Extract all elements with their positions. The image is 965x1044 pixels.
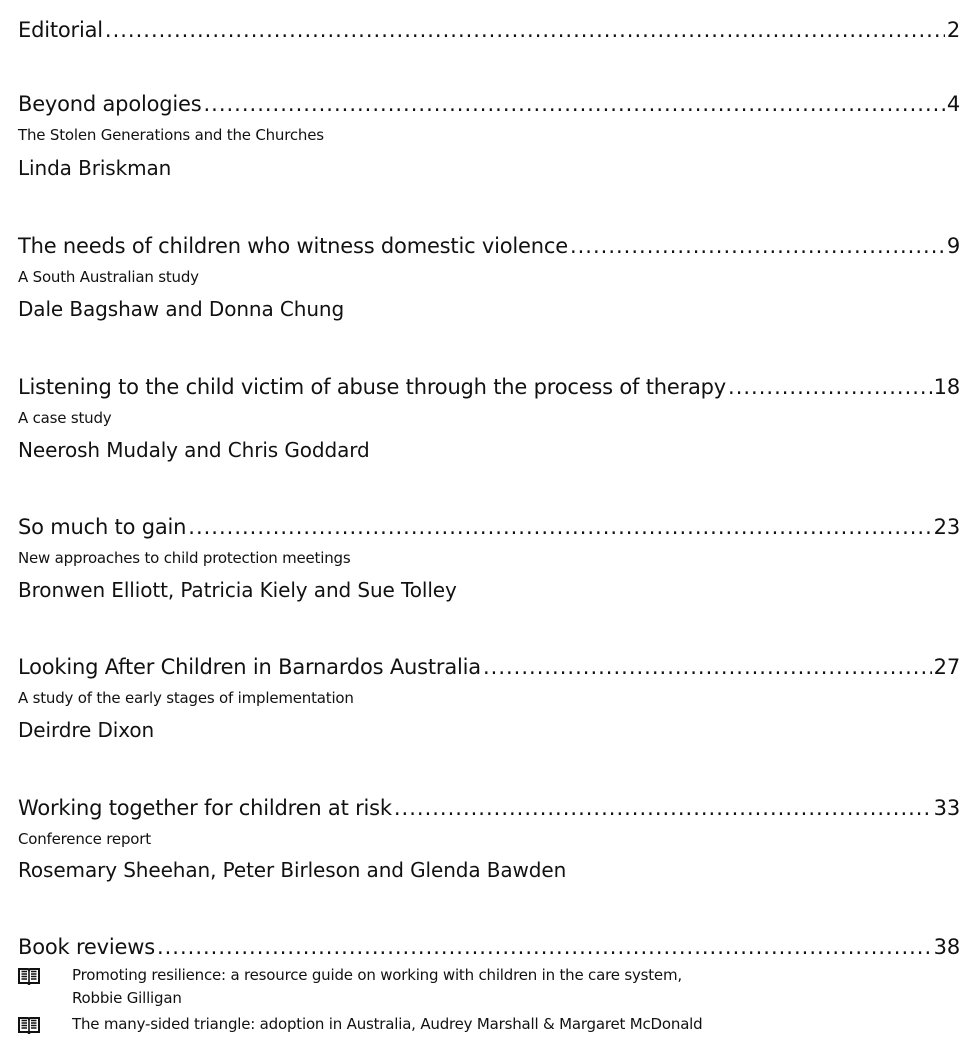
review-text-line: Robbie Gilligan <box>72 989 182 1007</box>
dot-leader <box>203 92 944 116</box>
dot-leader <box>157 935 932 959</box>
entry-title: Looking After Children in Barnardos Australia <box>18 655 481 679</box>
toc-entry-looking-after-children[interactable] <box>18 655 960 679</box>
entry-title: Book reviews <box>18 935 155 959</box>
page-number: 38 <box>933 935 960 959</box>
entry-title: Listening to the child victim of abuse through the process of therapy <box>18 375 727 399</box>
entry-author: Dale Bagshaw and Donna Chung <box>18 297 345 321</box>
entry-subtitle: A case study <box>18 409 112 427</box>
dot-leader <box>570 234 945 258</box>
toc-entry-domestic-violence[interactable] <box>18 234 960 258</box>
toc-entry-editorial[interactable] <box>18 18 960 42</box>
dot-leader <box>728 375 932 399</box>
open-book-icon <box>18 967 40 985</box>
entry-author: Deirdre Dixon <box>18 718 155 742</box>
entry-author: Neerosh Mudaly and Chris Goddard <box>18 438 370 462</box>
open-book-icon <box>18 1016 40 1034</box>
entry-title: So much to gain <box>18 515 187 539</box>
page-number: 33 <box>933 796 960 820</box>
dot-leader <box>188 515 931 539</box>
page-number: 2 <box>946 18 960 42</box>
entry-subtitle: A South Australian study <box>18 268 199 286</box>
book-review-item[interactable] <box>18 964 948 1010</box>
toc-entry-book-reviews[interactable] <box>18 935 960 959</box>
book-review-text <box>72 964 682 1010</box>
page-number: 18 <box>933 375 960 399</box>
entry-subtitle: Conference report <box>18 830 151 848</box>
entry-subtitle: The Stolen Generations and the Churches <box>18 126 324 144</box>
entry-title: Working together for children at risk <box>18 796 392 820</box>
entry-title: Editorial <box>18 18 103 42</box>
entry-author: Linda Briskman <box>18 156 172 180</box>
review-text-line: The many-sided triangle: adoption in Australia, Audrey Marshall & Margaret McDonald <box>72 1015 703 1033</box>
page-number: 27 <box>933 655 960 679</box>
entry-title: The needs of children who witness domestic violence <box>18 234 568 258</box>
entry-author: Rosemary Sheehan, Peter Birleson and Glenda Bawden <box>18 858 567 882</box>
toc-entry-so-much-to-gain[interactable] <box>18 515 960 539</box>
page-number: 9 <box>946 234 960 258</box>
book-review-item[interactable] <box>18 1013 948 1036</box>
entry-subtitle: New approaches to child protection meetings <box>18 549 351 567</box>
dot-leader <box>394 796 932 820</box>
entry-subtitle: A study of the early stages of implementation <box>18 689 354 707</box>
dot-leader <box>105 18 945 42</box>
toc-entry-beyond-apologies[interactable] <box>18 92 960 116</box>
page-number: 23 <box>933 515 960 539</box>
toc-entry-listening-child-victim[interactable] <box>18 375 960 399</box>
page-number: 4 <box>946 92 960 116</box>
entry-title: Beyond apologies <box>18 92 202 116</box>
toc-entry-working-together[interactable] <box>18 796 960 820</box>
book-review-text <box>72 1013 702 1036</box>
review-text-line: Promoting resilience: a resource guide on working with children in the care system, <box>72 966 682 984</box>
dot-leader <box>483 655 932 679</box>
entry-author: Bronwen Elliott, Patricia Kiely and Sue Tolley <box>18 578 457 602</box>
